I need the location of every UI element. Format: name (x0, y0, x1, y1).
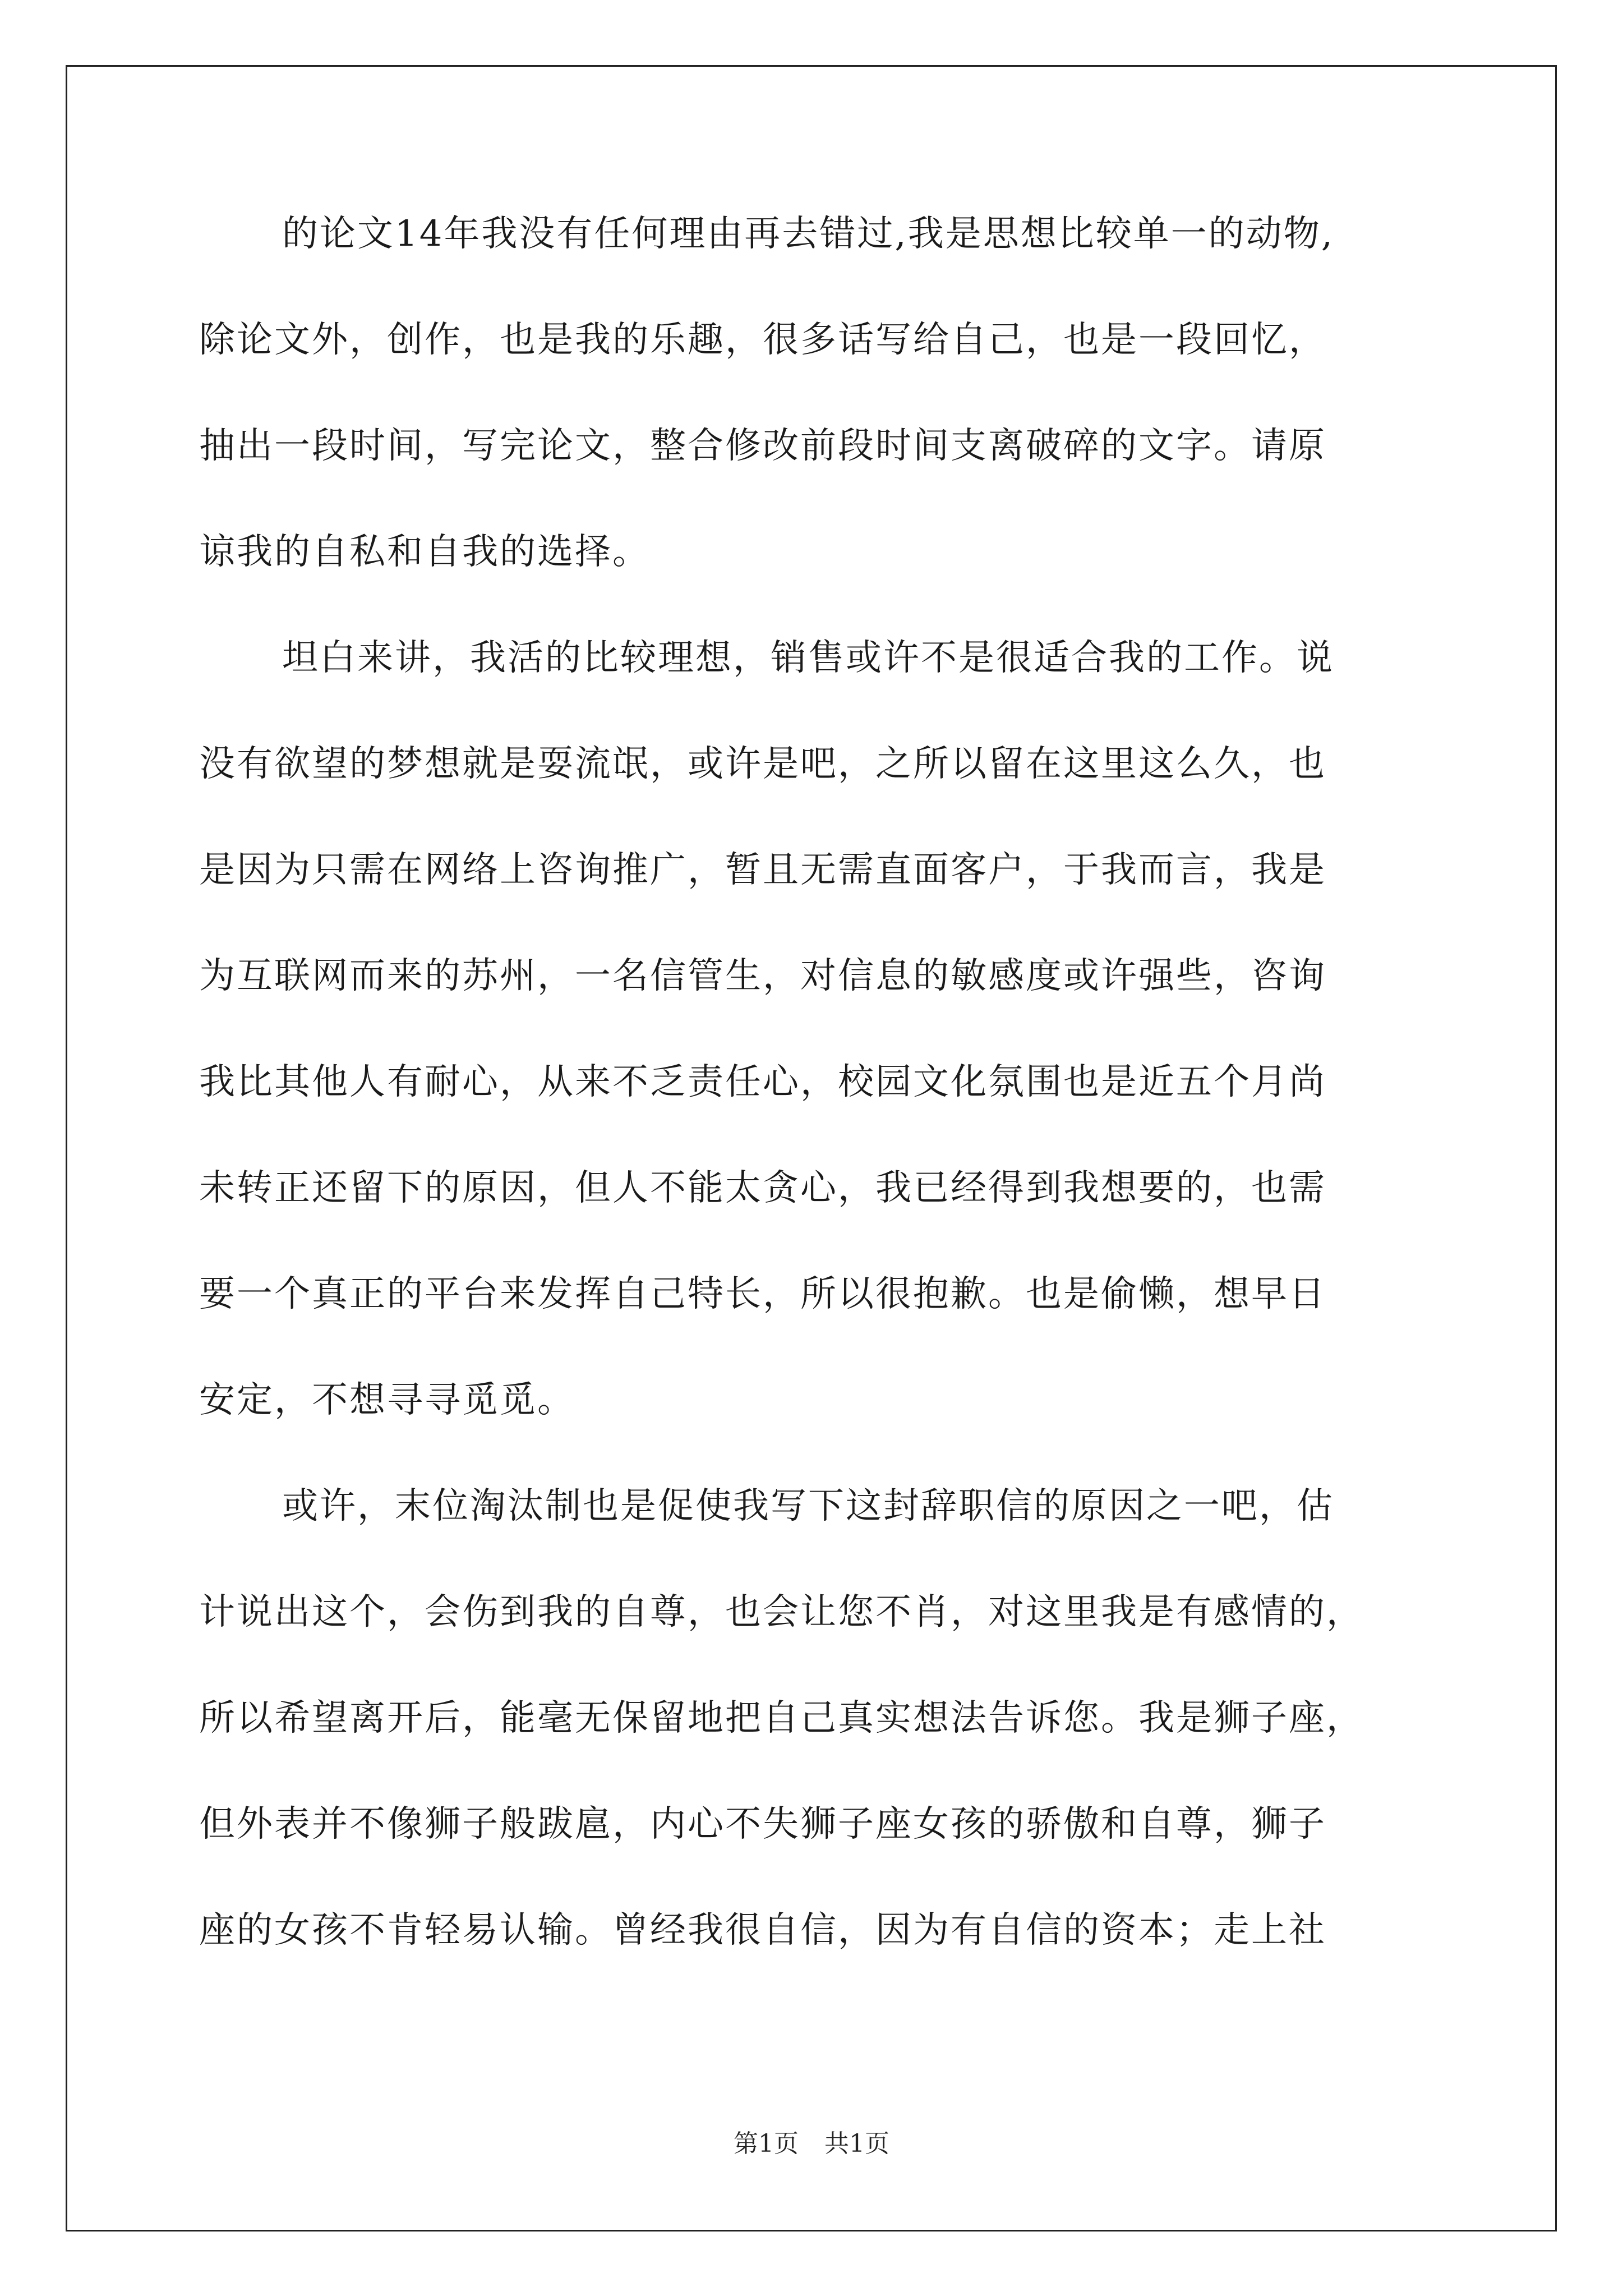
text-line: 未转正还留下的原因，但人不能太贪心，我已经得到我想要的，也需 (199, 1167, 1326, 1209)
text-line: 抽出一段时间，写完论文，整合修改前段时间支离破碎的文字。请原 (199, 425, 1326, 467)
page-number: 第1页 (734, 2129, 799, 2158)
text-line: 我比其他人有耐心，从来不乏责任心，校园文化氛围也是近五个月尚 (199, 1061, 1326, 1103)
page-footer (0, 2127, 1623, 2161)
text-line: 要一个真正的平台来发挥自己特长，所以很抱歉。也是偷懒，想早日 (199, 1273, 1326, 1315)
page-total: 共1页 (824, 2129, 889, 2158)
text-line: 计说出这个，会伤到我的自尊，也会让您不肖，对这里我是有感情的， (199, 1591, 1364, 1633)
document-body (199, 208, 1427, 2010)
text-line: 但外表并不像狮子般跋扈，内心不失狮子座女孩的骄傲和自尊，狮子 (199, 1803, 1326, 1845)
text-line: 安定，不想寻寻觅觅。 (199, 1379, 575, 1421)
text-line: 所以希望离开后，能毫无保留地把自己真实想法告诉您。我是狮子座， (199, 1697, 1364, 1739)
text-line: 或许，末位淘汰制也是促使我写下这封辞职信的原因之一吧，估 (282, 1485, 1334, 1527)
text-line: 没有欲望的梦想就是耍流氓，或许是吧，之所以留在这里这么久，也 (199, 743, 1326, 785)
text-line: 谅我的自私和自我的选择。 (199, 531, 650, 573)
text-line: 是因为只需在网络上咨询推广，暂且无需直面客户，于我而言，我是 (199, 849, 1326, 891)
text-line: 座的女孩不肯轻易认输。曾经我很自信，因为有自信的资本；走上社 (199, 1910, 1326, 1951)
text-line: 的论文14年我没有任何理由再去错过,我是思想比较单一的动物, (282, 213, 1335, 255)
text-line: 为互联网而来的苏州，一名信管生，对信息的敏感度或许强些，咨询 (199, 955, 1326, 997)
text-line: 坦白来讲，我活的比较理想，销售或许不是很适合我的工作。说 (282, 637, 1334, 679)
text-line: 除论文外，创作，也是我的乐趣，很多话写给自己，也是一段回忆， (199, 319, 1326, 361)
